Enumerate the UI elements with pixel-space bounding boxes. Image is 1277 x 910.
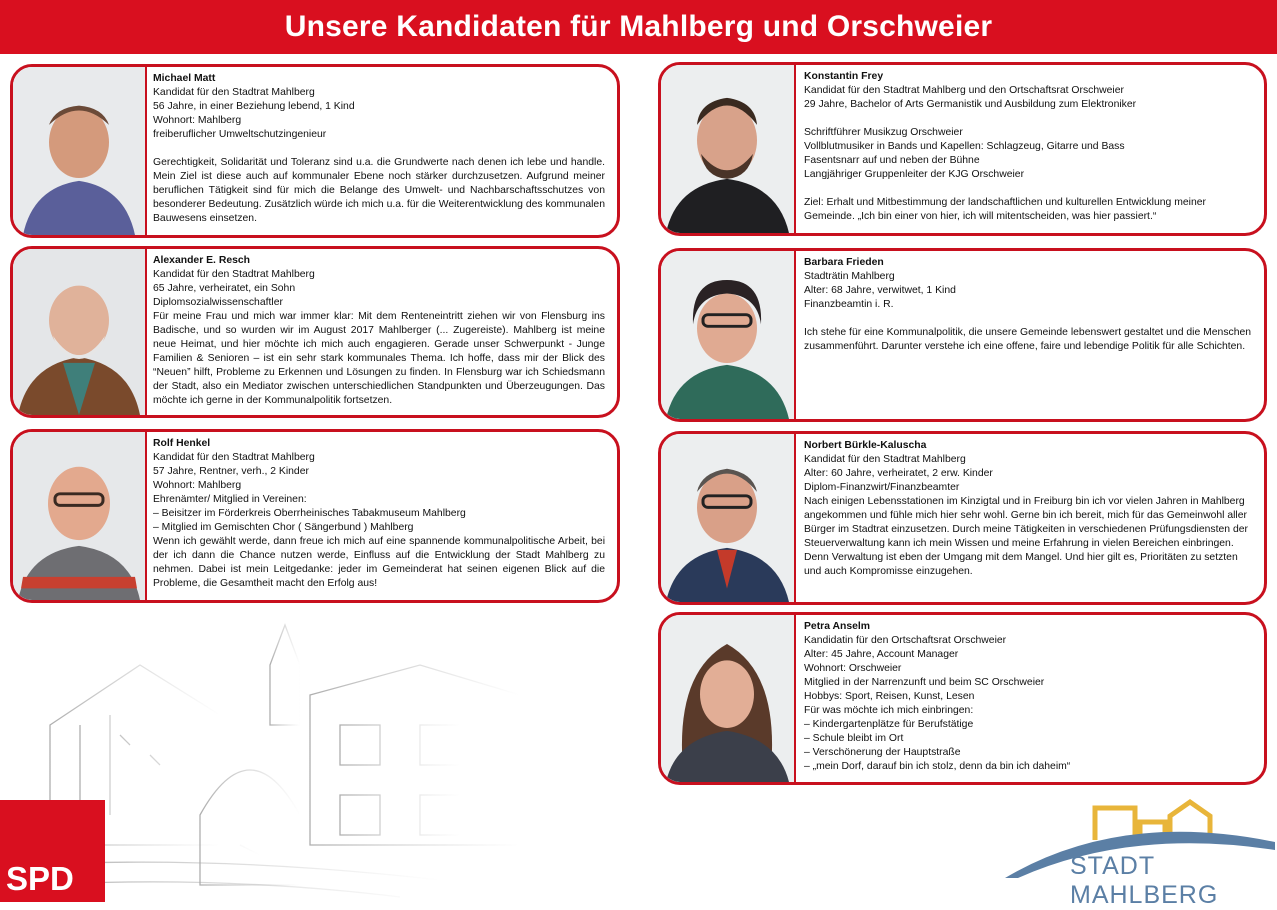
candidate-card-barbara-frieden <box>658 248 1267 422</box>
candidate-photo <box>13 432 147 600</box>
candidate-photo <box>661 251 796 419</box>
candidate-text <box>804 439 1252 579</box>
candidate-info: Kandidat für den Stadtrat Mahlberg <box>804 454 966 465</box>
candidate-name: Michael Matt <box>153 73 216 84</box>
candidate-statement: Für meine Frau und mich war immer klar: Mit dem Renteneintritt ziehen wir von Flensburg ins Badische, und so wurden wir im August 2017 Mahlberger (... Zugereiste). Mahlberg ist meine neue Heimat, und hier möchte ich mich auch engagieren. Gerade unser Schwerpunkt - Junge Familien & Senioren – ist ein sehr stark kommunales Thema. Ich hoffe, dass mir der Blick des “Neuen” hilft, Probleme zu Erkennen und Lösungen zu finden. In Flensburg war ich Schiedsmann der Stadt, also ein Mediator zwischen unterschiedlichen Standpunkten und Überzeugungen. Das möchte ich gerne in der Kommunalpolitik fortsetzen. <box>153 311 605 406</box>
candidate-name: Norbert Bürkle-Kaluscha <box>804 440 927 451</box>
candidate-info: Schriftführer Musikzug Orschweier <box>804 127 963 138</box>
candidate-info: Wohnort: Orschweier <box>804 663 902 674</box>
candidate-photo <box>13 67 147 235</box>
spd-logo <box>0 800 105 902</box>
candidate-photo <box>661 434 796 602</box>
candidate-info: Alter: 45 Jahre, Account Manager <box>804 649 959 660</box>
stadt-mahlberg-logo-text: STADT MAHLBERG <box>1070 852 1219 909</box>
candidate-bullet: – Verschönerung der Hauptstraße <box>804 747 961 758</box>
candidate-photo <box>661 615 796 782</box>
candidate-info: Vollblutmusiker in Bands und Kapellen: Schlagzeug, Gitarre und Bass <box>804 141 1125 152</box>
candidate-info: Hobbys: Sport, Reisen, Kunst, Lesen <box>804 691 975 702</box>
candidate-card-norbert-buerkle-kaluscha <box>658 431 1267 605</box>
candidate-info: 29 Jahre, Bachelor of Arts Germanistik und Ausbildung zum Elektroniker <box>804 99 1137 110</box>
candidate-card-michael-matt <box>10 64 620 238</box>
candidate-card-rolf-henkel <box>10 429 620 603</box>
candidate-info: 65 Jahre, verheiratet, ein Sohn <box>153 283 296 294</box>
candidate-photo <box>661 65 796 233</box>
candidate-info: Kandidat für den Stadtrat Mahlberg <box>153 452 315 463</box>
candidate-info: Wohnort: Mahlberg <box>153 480 242 491</box>
candidate-statement: Gerechtigkeit, Solidarität und Toleranz sind u.a. die Grundwerte nach denen ich lebe und handle. Mein Ziel ist diese auch auf kommunaler Ebene noch stärker durchzusetzen. Aufgrund meiner beruflichen Tätigkeit sind für mich die Belange des Umwelt- und Nachbarschaftsschutzes von besonderer Bedeutung. Zusätzlich würde ich mich u.a. für die Weiterentwicklung des kommunalen Bauwesens einsetzen. <box>153 157 605 224</box>
candidate-card-konstantin-frey <box>658 62 1267 236</box>
spd-logo-text: SPD <box>6 860 74 897</box>
candidate-text <box>804 70 1252 224</box>
candidate-info: 56 Jahre, in einer Beziehung lebend, 1 Kind <box>153 101 355 112</box>
candidate-info: Stadträtin Mahlberg <box>804 271 895 282</box>
candidate-name: Rolf Henkel <box>153 438 211 449</box>
candidate-name: Barbara Frieden <box>804 257 884 268</box>
title-banner <box>0 0 1277 54</box>
candidate-card-petra-anselm <box>658 612 1267 785</box>
candidate-photo <box>13 249 147 415</box>
candidate-info: Finanzbeamtin i. R. <box>804 299 894 310</box>
candidate-info: Alter: 68 Jahre, verwitwet, 1 Kind <box>804 285 956 296</box>
candidate-info: Langjähriger Gruppenleiter der KJG Orschweier <box>804 169 1025 180</box>
candidate-info: Alter: 60 Jahre, verheiratet, 2 erw. Kinder <box>804 468 993 479</box>
candidate-info: Diplomsozialwissenschaftler <box>153 297 283 308</box>
candidate-text <box>804 620 1252 774</box>
candidate-info: Mitglied in der Narrenzunft und beim SC Orschweier <box>804 677 1045 688</box>
candidate-info: Wohnort: Mahlberg <box>153 115 242 126</box>
candidate-name: Konstantin Frey <box>804 71 884 82</box>
candidate-bullet: – „mein Dorf, darauf bin ich stolz, denn da bin ich daheim“ <box>804 761 1071 772</box>
candidate-statement: Ich stehe für eine Kommunalpolitik, die unsere Gemeinde lebenswert gestaltet und die Menschen zusammenführt. Darunter verstehe ich eine offene, faire und lebendige Politik für alle Schichten. <box>804 327 1252 352</box>
candidate-info: Ehrenämter/ Mitglied in Vereinen: <box>153 494 307 505</box>
candidate-name: Alexander E. Resch <box>153 255 251 266</box>
candidate-card-alexander-resch <box>10 246 620 418</box>
candidate-text <box>153 437 605 591</box>
candidate-info: Kandidatin für den Ortschaftsrat Orschweier <box>804 635 1007 646</box>
candidate-info: freiberuflicher Umweltschutzingenieur <box>153 129 327 140</box>
candidate-bullet: – Kindergartenplätze für Berufstätige <box>804 719 974 730</box>
candidate-info: Fasentsnarr auf und neben der Bühne <box>804 155 980 166</box>
candidate-text <box>153 72 605 226</box>
candidate-bullet: – Beisitzer im Förderkreis Oberrheinisches Tabakmuseum Mahlberg <box>153 508 466 519</box>
candidate-info: Kandidat für den Stadtrat Mahlberg <box>153 87 315 98</box>
candidate-text <box>804 256 1252 354</box>
candidate-statement: Ziel: Erhalt und Mitbestimmung der landschaftlichen und kulturellen Entwicklung meiner Gemeinde. „Ich bin einer von hier, ich will mitentscheiden, was hier passiert.“ <box>804 197 1206 222</box>
candidate-name: Petra Anselm <box>804 621 871 632</box>
candidate-info: Kandidat für den Stadtrat Mahlberg und den Ortschaftsrat Orschweier <box>804 85 1124 96</box>
candidate-statement: Wenn ich gewählt werde, dann freue ich mich auf eine spannende kommunalpolitische Arbeit, bei der ich dann die Chance nutzen werde, Einfluss auf die Entwicklung der Stadt Mahlberg zu nehmen. Dabei ist mein Leitgedanke: jeder im Gemeinderat hat seinen eigenen Blick auf die Probleme, die Gesamtheit macht den Erfolg aus! <box>153 536 605 589</box>
candidate-bullet: – Schule bleibt im Ort <box>804 733 904 744</box>
candidate-text <box>153 254 605 408</box>
candidate-info: 57 Jahre, Rentner, verh., 2 Kinder <box>153 466 309 477</box>
candidate-bullet: – Mitglied im Gemischten Chor ( Sängerbund ) Mahlberg <box>153 522 414 533</box>
candidate-statement: Nach einigen Lebensstationen im Kinzigtal und in Freiburg bin ich vor vielen Jahren in Mahlberg angekommen und fühle mich hier sehr wohl. Gerne bin ich bereit, mich für das Gemeinwohl aller Bürger im Stadtrat einzusetzen. Durch meine Tätigkeiten in verschiedenen Prüfungsdiensten der Steuerverwaltung kann ich mein Wissen und meine Erfahrung in vielen Bereichen einbringen. Denn Verwaltung ist eben der Umgang mit dem Mangel. Und hier gilt es, Prioritäten zu setzten und auch Kompromisse einzugehen. <box>804 496 1248 577</box>
candidate-info: Kandidat für den Stadtrat Mahlberg <box>153 269 315 280</box>
candidate-info: Für was möchte ich mich einbringen: <box>804 705 974 716</box>
page-title: Unsere Kandidaten für Mahlberg und Orschweier <box>284 10 993 43</box>
candidate-info: Diplom-Finanzwirt/Finanzbeamter <box>804 482 960 493</box>
